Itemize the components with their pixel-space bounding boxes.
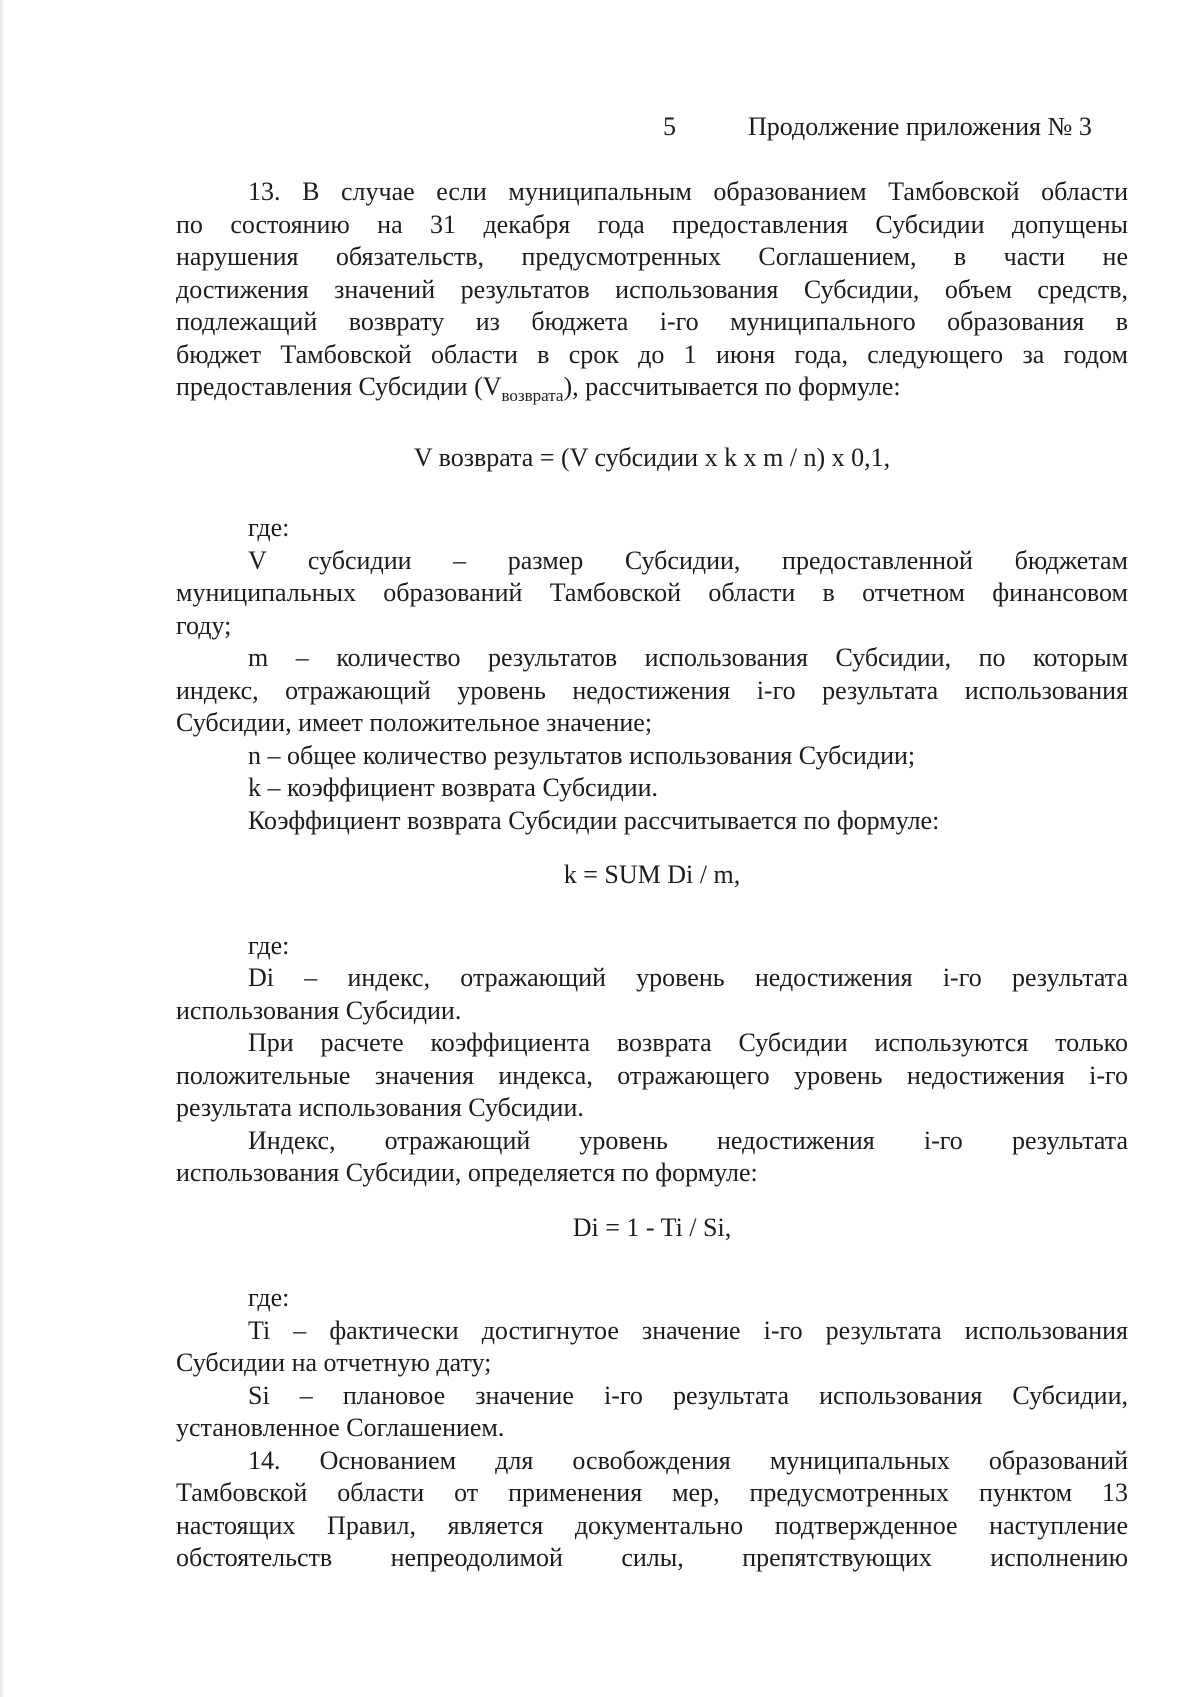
formula-di: Di = 1 - Ti / Si, (572, 1212, 732, 1242)
text-line: установленное Соглашением. (176, 1413, 505, 1442)
text-fragment: ), рассчитывается по формуле: (563, 372, 901, 401)
where-label: где: (248, 1283, 290, 1312)
appendix-continuation-title: Продолжение приложения № 3 (748, 112, 1092, 141)
text-line: бюджет Тамбовской области в срок до 1 июня года, следующего за годом (176, 339, 1128, 369)
where-label: где: (248, 930, 290, 960)
definition-k: k – коэффициент возврата Субсидии. (248, 773, 659, 802)
text-line: подлежащий возврату из бюджета i-го муниципального образования в (176, 307, 1128, 336)
positive-values-note (176, 1027, 1128, 1125)
scan-edge (0, 0, 5, 1697)
page-header (0, 112, 1200, 148)
formula-v-return: V возврата = (V субсидии x k x m / n) x 0,1, (413, 442, 891, 472)
text-line: индекс, отражающий уровень недостижения i-го результата использования (176, 675, 1128, 705)
document-body (176, 176, 1128, 1575)
text-line: муниципальных образований Тамбовской области в отчетном финансовом (176, 578, 1128, 607)
text-line (176, 371, 1128, 404)
page-number: 5 (663, 112, 676, 141)
text-line: m – количество результатов использования Субсидии, по которым (248, 643, 1128, 672)
index-formula-intro (176, 1125, 1128, 1190)
text-line: Индекс, отражающий уровень недостижения i-го результата (248, 1125, 1128, 1155)
text-line: использования Субсидии. (176, 995, 462, 1025)
text-line: по состоянию на 31 декабря года предоставления Субсидии допущены (176, 209, 1128, 239)
text-line: нарушения обязательств, предусмотренных Соглашением, в части не (176, 242, 1128, 271)
definition-di (176, 962, 1128, 1027)
text-line: году; (176, 610, 232, 640)
definition-ti (176, 1315, 1128, 1380)
text-line: Di – индекс, отражающий уровень недостижения i-го результата (248, 963, 1128, 992)
text-line: использования Субсидии, определяется по формуле: (176, 1158, 758, 1187)
paragraph-13 (176, 176, 1128, 404)
text-line: обстоятельств непреодолимой силы, препятствующих исполнению (176, 1543, 1128, 1572)
text-line: Субсидии, имеет положительное значение; (176, 708, 653, 737)
text-line: Ti – фактически достигнутое значение i-го результата использования (248, 1315, 1128, 1345)
text-line: При расчете коэффициента возврата Субсидии используются только (248, 1028, 1128, 1057)
definition-m (176, 642, 1128, 740)
text-line: достижения значений результатов использования Субсидии, объем средств, (176, 274, 1128, 304)
paragraph-14 (176, 1445, 1128, 1575)
text-line: Субсидии на отчетную дату; (176, 1348, 492, 1377)
text-line: 13. В случае если муниципальным образованием Тамбовской области (248, 177, 1128, 206)
subscript-vozvrata: возврата (501, 386, 564, 405)
where-label: где: (248, 513, 290, 542)
text-line: Si – плановое значение i-го результата использования Субсидии, (248, 1380, 1128, 1410)
text-line: V субсидии – размер Субсидии, предоставленной бюджетам (248, 545, 1128, 575)
definition-si (176, 1380, 1128, 1445)
definition-v-subsidy (176, 545, 1128, 643)
text-line: настоящих Правил, является документально подтвержденное наступление (176, 1510, 1128, 1540)
text-line: результата использования Субсидии. (176, 1093, 584, 1122)
definition-n: n – общее количество результатов использования Субсидии; (248, 740, 916, 770)
k-formula-intro: Коэффициент возврата Субсидии рассчитывается по формуле: (248, 805, 940, 835)
text-fragment: предоставления Субсидии (V (176, 372, 502, 401)
text-line: 14. Основанием для освобождения муниципальных образований (248, 1445, 1128, 1475)
formula-k: k = SUM Di / m, (563, 860, 741, 889)
text-line: положительные значения индекса, отражающего уровень недостижения i-го (176, 1060, 1128, 1090)
text-line: Тамбовской области от применения мер, предусмотренных пунктом 13 (176, 1478, 1128, 1507)
